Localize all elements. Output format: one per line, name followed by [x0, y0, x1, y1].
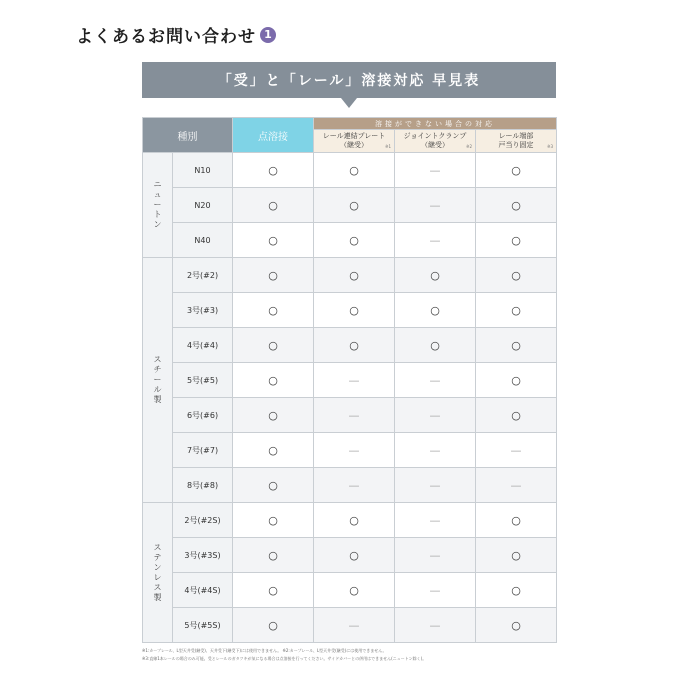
not-supported-cell: — [395, 363, 476, 398]
category-label-text: ニュートン [153, 180, 162, 229]
table-row [143, 398, 557, 433]
supported-cell: ○ [314, 293, 395, 328]
not-supported-cell: — [395, 398, 476, 433]
header-sub-note: ※2 [466, 144, 472, 149]
supported-cell: ○ [233, 468, 314, 503]
table-row [143, 538, 557, 573]
header-sub-line1: レール端部 [498, 132, 534, 140]
table-row [143, 573, 557, 608]
model-cell: 7号(#7) [173, 433, 233, 468]
not-supported-cell: — [314, 608, 395, 643]
supported-cell: ○ [233, 153, 314, 188]
table-row [143, 293, 557, 328]
model-cell: N40 [173, 223, 233, 258]
header-joint-clamp [395, 130, 476, 153]
header-rail-end-stopper [476, 130, 557, 153]
table-row [143, 608, 557, 643]
category-label [143, 258, 173, 503]
model-cell: 3号(#3) [173, 293, 233, 328]
heading-title: よくあるお問い合わせ [76, 27, 256, 47]
table-row [143, 258, 557, 293]
supported-cell: ○ [476, 363, 557, 398]
model-cell: 5号(#5) [173, 363, 233, 398]
not-supported-cell: — [395, 153, 476, 188]
supported-cell: ○ [476, 223, 557, 258]
supported-cell: ○ [233, 398, 314, 433]
header-sub-note: ※3 [547, 144, 554, 149]
not-supported-cell: — [314, 433, 395, 468]
banner-down-arrow-icon [341, 98, 357, 108]
heading-number-badge: 1 [260, 27, 276, 43]
table-row [143, 328, 557, 363]
header-type: 種別 [143, 118, 233, 153]
supported-cell: ○ [476, 573, 557, 608]
header-rail-joint-plate [314, 130, 395, 153]
supported-cell: ○ [233, 503, 314, 538]
not-supported-cell: — [395, 538, 476, 573]
supported-cell: ○ [233, 293, 314, 328]
header-sub-line2: 戸当り固定 [498, 141, 534, 149]
not-supported-cell: — [476, 468, 557, 503]
table-row [143, 468, 557, 503]
model-cell: 4号(#4) [173, 328, 233, 363]
supported-cell: ○ [233, 258, 314, 293]
not-supported-cell: — [395, 573, 476, 608]
supported-cell: ○ [476, 398, 557, 433]
header-sub-note: ※1 [385, 144, 391, 149]
supported-cell: ○ [476, 503, 557, 538]
not-supported-cell: — [476, 433, 557, 468]
supported-cell: ○ [314, 223, 395, 258]
not-supported-cell: — [395, 503, 476, 538]
welding-compatibility-table [142, 117, 557, 643]
supported-cell: ○ [476, 328, 557, 363]
supported-cell: ○ [476, 153, 557, 188]
table-row [143, 503, 557, 538]
supported-cell: ○ [314, 328, 395, 363]
supported-cell: ○ [476, 293, 557, 328]
not-supported-cell: — [314, 363, 395, 398]
supported-cell: ○ [233, 363, 314, 398]
not-supported-cell: — [395, 608, 476, 643]
model-cell: 4号(#4S) [173, 573, 233, 608]
model-cell: 5号(#5S) [173, 608, 233, 643]
supported-cell: ○ [476, 538, 557, 573]
table-title-banner [142, 62, 556, 98]
header-sub-line2: （継受） [421, 141, 449, 149]
table-row [143, 188, 557, 223]
model-cell: N10 [173, 153, 233, 188]
supported-cell: ○ [233, 328, 314, 363]
table-row [143, 363, 557, 398]
header-alternative-group: 溶接ができない場合の対応 [314, 118, 557, 130]
banner-title: 「受」と「レール」溶接対応 早見表 [217, 73, 481, 89]
supported-cell: ○ [476, 188, 557, 223]
model-cell: 3号(#3S) [173, 538, 233, 573]
table-row [143, 433, 557, 468]
supported-cell: ○ [233, 608, 314, 643]
header-sub-line1: ジョイントクランプ [403, 132, 467, 140]
supported-cell: ○ [233, 188, 314, 223]
supported-cell: ○ [314, 153, 395, 188]
supported-cell: ○ [476, 608, 557, 643]
page-heading [76, 22, 276, 47]
supported-cell: ○ [314, 538, 395, 573]
not-supported-cell: — [395, 188, 476, 223]
supported-cell: ○ [314, 503, 395, 538]
category-label [143, 153, 173, 258]
model-cell: N20 [173, 188, 233, 223]
supported-cell: ○ [233, 433, 314, 468]
not-supported-cell: — [395, 223, 476, 258]
table-body [143, 153, 557, 643]
table-row [143, 223, 557, 258]
supported-cell: ○ [314, 573, 395, 608]
header-sub-line1: レール連結プレート [322, 132, 386, 140]
not-supported-cell: — [395, 433, 476, 468]
supported-cell: ○ [314, 188, 395, 223]
header-sub-line2: （継受） [340, 141, 368, 149]
supported-cell: ○ [395, 328, 476, 363]
header-spot-welding: 点溶接 [233, 118, 314, 153]
not-supported-cell: — [395, 468, 476, 503]
supported-cell: ○ [314, 258, 395, 293]
category-label [143, 503, 173, 643]
model-cell: 6号(#6) [173, 398, 233, 433]
category-label-text: スチール製 [153, 355, 162, 404]
supported-cell: ○ [395, 293, 476, 328]
footnote-1: ※1:カープレール、L型天井受(継受)、天井受下(継受下)には使用できません。 ※2:カープレール、L型天井受(継受)には使用できません。 [142, 648, 387, 653]
supported-cell: ○ [476, 258, 557, 293]
model-cell: 2号(#2) [173, 258, 233, 293]
supported-cell: ○ [233, 538, 314, 573]
footnote-2: ※3:直線1本レールの場合のみ可能。受とレールのガタツキが気になる場合は点溶接を行ってください。サイドカバーとの併用はできません(ニュートン除く)。 [142, 656, 427, 661]
supported-cell: ○ [233, 573, 314, 608]
supported-cell: ○ [233, 223, 314, 258]
not-supported-cell: — [314, 398, 395, 433]
category-label-text: ステンレス製 [153, 542, 162, 602]
not-supported-cell: — [314, 468, 395, 503]
table-row [143, 153, 557, 188]
supported-cell: ○ [395, 258, 476, 293]
model-cell: 8号(#8) [173, 468, 233, 503]
model-cell: 2号(#2S) [173, 503, 233, 538]
